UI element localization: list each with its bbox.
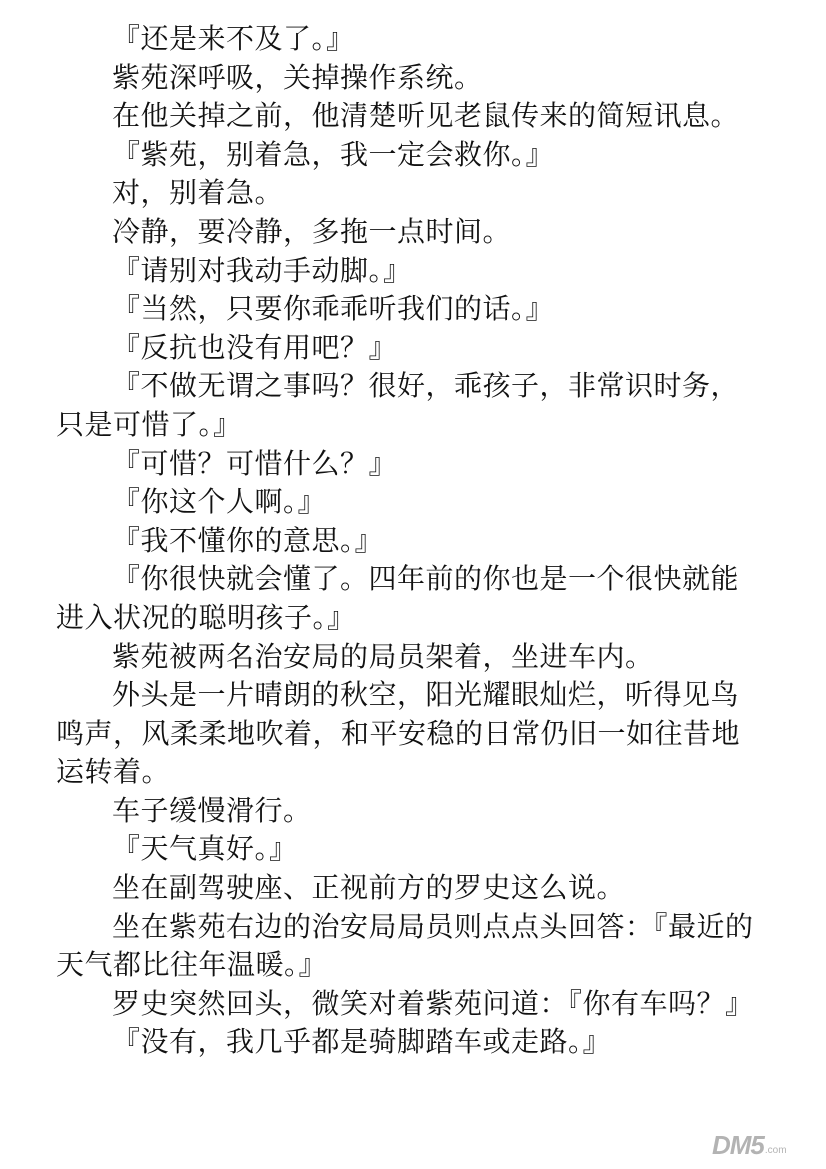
paragraph: 『我不懂你的意思。』 [112,523,384,557]
paragraph: 紫苑被两名治安局的局员架着，坐进车内。 [112,639,654,673]
watermark-domain-text: .com [764,1144,787,1156]
paragraph: 『可惜？可惜什么？』 [112,446,398,480]
paragraph: 『紫苑，别着急，我一定会救你。』 [112,137,555,171]
paragraph: 『还是来不及了。』 [112,22,355,55]
paragraph: 外头是一片晴朗的秋空，阳光耀眼灿烂，听得见鸟鸣声，风柔柔地吹着，和平安稳的日常仍旧一如往昔地运转着。 [56,678,741,789]
paragraph: 罗史突然回头，微笑对着紫苑问道：『你有车吗？』 [112,986,754,1020]
paragraph: 坐在紫苑右边的治安局局员则点点头回答：『最近的天气都比往年温暖。』 [56,909,754,982]
dm5-watermark-logo [712,1131,812,1159]
paragraph: 『不做无谓之事吗？很好，乖孩子，非常识时务，只是可惜了。』 [56,369,740,441]
paragraph: 『天气真好。』 [112,832,298,866]
novel-page [56,20,756,1062]
paragraph: 『没有，我几乎都是骑脚踏车或走路。』 [112,1025,612,1059]
paragraph: 坐在副驾驶座、正视前方的罗史这么说。 [112,871,626,905]
paragraph: 『反抗也没有用吧？』 [112,330,398,364]
watermark-main-text: DM5 [712,1129,764,1160]
paragraph: 『当然，只要你乖乖听我们的话。』 [112,292,555,326]
paragraph: 『请别对我动手动脚。』 [112,253,412,287]
paragraph: 『你这个人啊。』 [112,485,327,519]
paragraph: 对，别着急。 [112,176,284,210]
paragraph: 在他关掉之前，他清楚听见老鼠传来的简短讯息。 [112,99,740,133]
paragraph: 车子缓慢滑行。 [112,793,312,827]
paragraph: 紫苑深呼吸，关掉操作系统。 [112,60,483,94]
paragraph: 冷静，要冷静，多拖一点时间。 [112,214,512,248]
paragraph: 『你很快就会懂了。四年前的你也是一个很快就能进入状况的聪明孩子。』 [56,562,740,634]
